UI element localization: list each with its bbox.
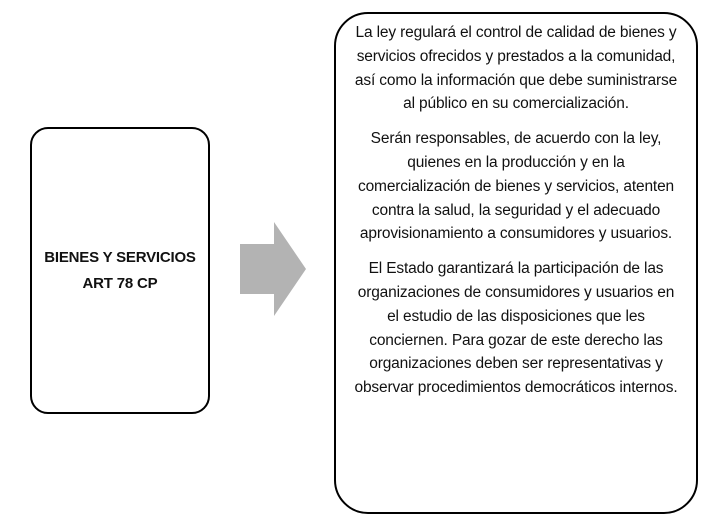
content-box <box>334 12 698 514</box>
paragraph-state-participation: El Estado garantizará la participación de las organizaciones de consumidores y usuarios en el estudio de las disposiciones que les conciernen. Para gozar de este derecho las organizaciones deben ser representativas y observar procedimientos democráticos internos. <box>354 260 678 397</box>
arrow-shape <box>240 222 306 316</box>
source-box <box>30 127 210 414</box>
source-title: BIENES Y SERVICIOS <box>44 248 196 266</box>
right-arrow-icon <box>240 222 306 316</box>
source-subtitle: ART 78 CP <box>82 274 158 292</box>
paragraph-responsibility: Serán responsables, de acuerdo con la ley, quienes en la producción y en la comercialización de bienes y servicios, atenten contra la salud, la seguridad y el adecuado aprovisionamiento a consumidores y usuarios. <box>357 130 675 243</box>
paragraph-quality-control: La ley regulará el control de calidad de bienes y servicios ofrecidos y prestados a la comunidad, así como la información que debe suministrarse al público en su comercialización. <box>354 24 678 113</box>
